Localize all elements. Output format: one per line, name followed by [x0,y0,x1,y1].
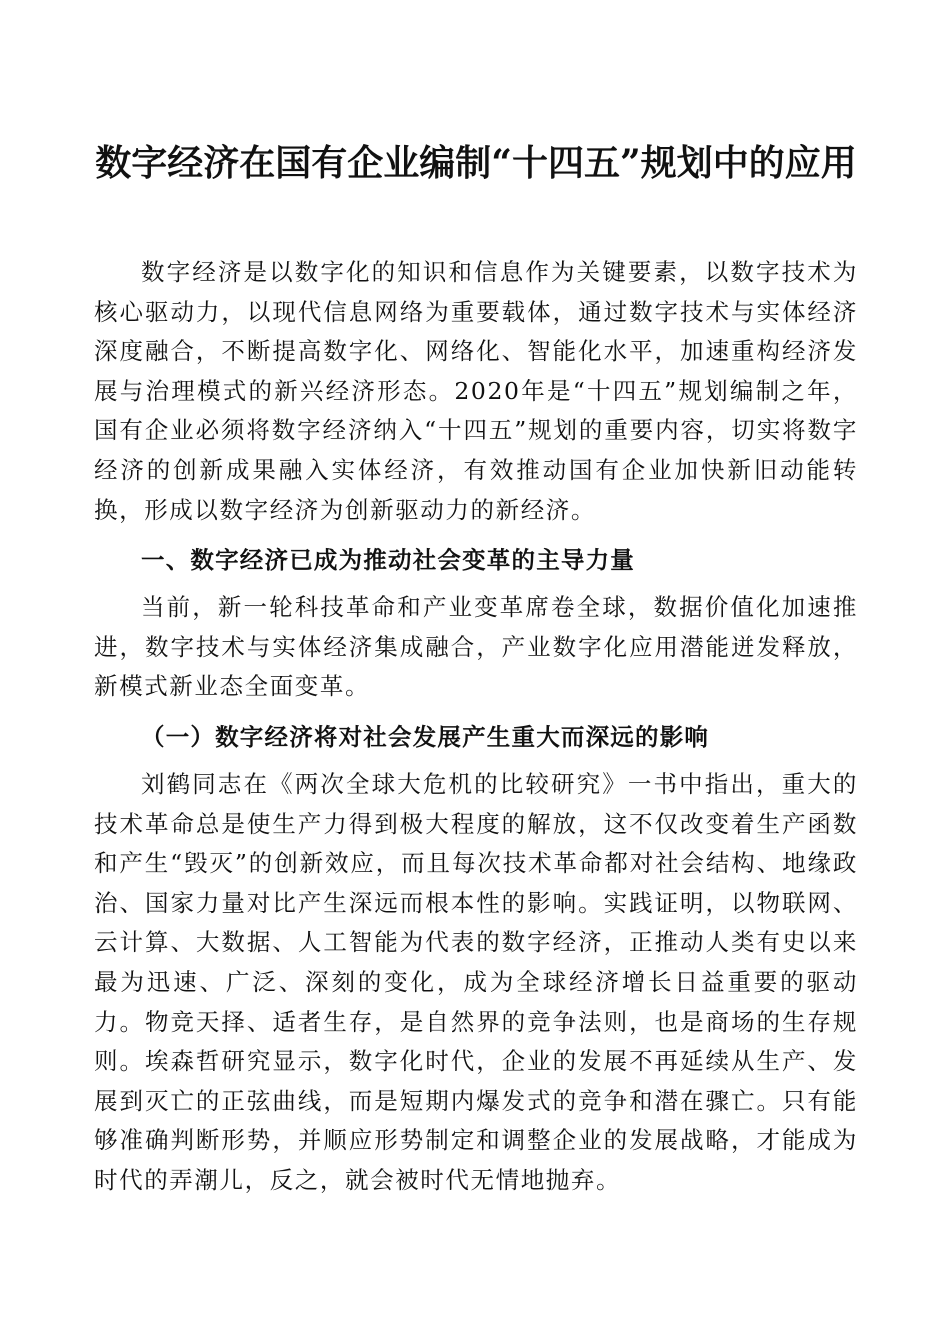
intro-paragraph: 数字经济是以数字化的知识和信息作为关键要素，以数字技术为核心驱动力，以现代信息网络为重要载体，通过数字技术与实体经济深度融合，不断提高数字化、网络化、智能化水平，加速重构经济发展与治理模式的新兴经济形态。2020年是“十四五”规划编制之年，国有企业必须将数字经济纳入“十四五”规划的重要内容，切实将数字经济的创新成果融入实体经济，有效推动国有企业加快新旧动能转换，形成以数字经济为创新驱动力的新经济。 [94,258,858,524]
document-body [94,253,858,1200]
document-page [94,0,858,1200]
document-title: 数字经济在国有企业编制“十四五”规划中的应用 [95,142,857,184]
subsection-heading-1: （一）数字经济将对社会发展产生重大而深远的影响 [141,722,710,751]
subsection-1-paragraph: 刘鹤同志在《两次全球大危机的比较研究》一书中指出，重大的技术革命总是使生产力得到极大程度的解放，这不仅改变着生产函数和产生“毁灭”的创新效应，而且每次技术革命都对社会结构、地缘政治、国家力量对比产生深远而根本性的影响。实践证明，以物联网、云计算、大数据、人工智能为代表的数字经济，正推动人类有史以来最为迅速、广泛、深刻的变化，成为全球经济增长日益重要的驱动力。物竞天择、适者生存，是自然界的竞争法则，也是商场的生存规则。埃森哲研究显示，数字化时代，企业的发展不再延续从生产、发展到灭亡的正弦曲线，而是短期内爆发式的竞争和潜在骤亡。只有能够准确判断形势，并顺应形势制定和调整企业的发展战略，才能成为时代的弄潮儿，反之，就会被时代无情地抛弃。 [94,769,858,1194]
section-1-paragraph: 当前，新一轮科技革命和产业变革席卷全球，数据价值化加速推进，数字技术与实体经济集成融合，产业数字化应用潜能迸发释放，新模式新业态全面变革。 [94,593,858,701]
section-heading-1: 一、数字经济已成为推动社会变革的主导力量 [141,546,635,575]
